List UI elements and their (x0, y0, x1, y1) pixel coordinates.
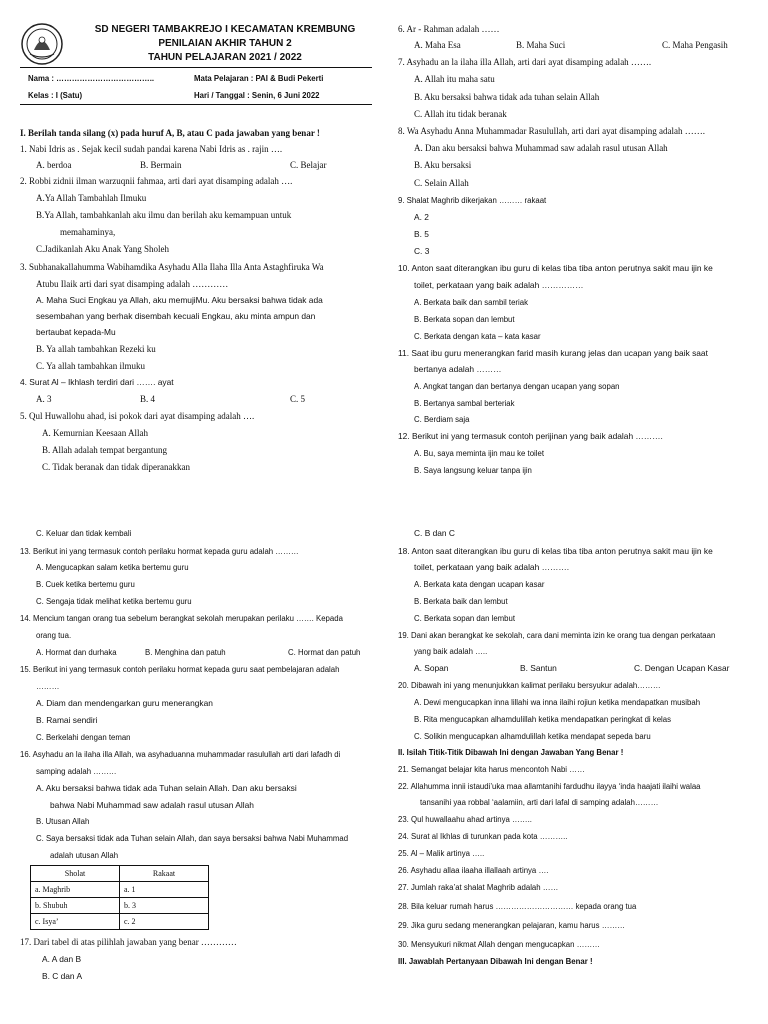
right-bottom-line: B. Rita mengucapkan alhamdulillah ketika mendapatkan peringkat di kelas (414, 715, 672, 724)
left-bottom-line: bahwa Nabi Muhammad saw adalah rasul utusan Allah (50, 800, 254, 810)
right-bottom-line: C. B dan C (414, 528, 455, 538)
right-top-line: A. Berkata baik dan sambil teriak (414, 298, 528, 307)
left-top-line: A. Kemurnian Keesaan Allah (42, 428, 148, 438)
right-top-line: 10. Anton saat diterangkan ibu guru di kelas tiba tiba anton perutnya sakit mau ijin ke (398, 263, 713, 273)
left-top-line: 1. Nabi Idris as . Sejak kecil sudah pandai karena Nabi Idris as . rajin …. (20, 144, 283, 154)
left-bottom-line: 15. Berikut ini yang termasuk contoh perilaku hormat kepada guru saat pembelajaran adalah (20, 665, 340, 674)
left-bottom-line: 17. Dari tabel di atas pilihlah jawaban yang benar ………… (20, 937, 237, 947)
right-bottom-line: 21. Semangat belajar kita harus mencontoh Nabi …… (398, 765, 585, 774)
right-bottom-line: 26. Asyhadu allaa ilaaha illallaah artinya …. (398, 866, 549, 875)
right-top-line: A. 2 (414, 212, 429, 222)
left-top-line: A. 3 (36, 394, 52, 404)
left-bottom-line: A. Diam dan mendengarkan guru menerangkan (36, 698, 213, 708)
left-bottom-line: A. A dan B (42, 954, 82, 964)
right-bottom-line: III. Jawablah Pertanyaan Dibawah Ini dengan Benar ! (398, 957, 593, 966)
left-top-line: C. Tidak beranak dan tidak diperanakkan (42, 462, 190, 472)
exam-title: PENILAIAN AKHIR TAHUN 2 (158, 38, 292, 49)
right-top-line: C. Allah itu tidak beranak (414, 109, 507, 119)
right-top-line: A. Bu, saya meminta ijin mau ke toilet (414, 449, 545, 458)
right-top-line: B. Maha Suci (516, 40, 566, 50)
right-top-line: B. Bertanya sambal berteriak (414, 399, 515, 408)
table-cell: c. Isya’ (31, 914, 120, 930)
date-label: Hari / Tanggal : Senin, 6 Juni 2022 (194, 91, 320, 100)
table-cell: b. 3 (120, 898, 209, 914)
subject-label: Mata Pelajaran : PAI & Budi Pekerti (194, 74, 324, 83)
school-name: SD NEGERI TAMBAKREJO I KECAMATAN KREMBUNG (94, 24, 356, 35)
left-bottom-line: C. Hormat dan patuh (288, 648, 361, 657)
left-top-line: B. Bermain (140, 160, 182, 170)
left-bottom-line: A. Hormat dan durhaka (36, 648, 117, 657)
left-top-line: 3. Subhanakallahumma Wabihamdika Asyhadu Alla Ilaha Illa Anta Astaghfiruka Wa (20, 262, 324, 272)
right-top-line: 7. Asyhadu an la ilaha illa Allah, arti dari ayat disamping adalah ……. (398, 57, 652, 67)
table-cell: c. 2 (120, 914, 209, 930)
right-top-line: 9. Shalat Maghrib dikerjakan ……… rakaat (398, 196, 547, 205)
right-bottom-line: 19. Dani akan berangkat ke sekolah, cara dani meminta izin ke orang tua dengan perkataan (398, 631, 716, 640)
table-row (31, 898, 209, 914)
left-top-line: A. Maha Suci Engkau ya Allah, aku memujiMu. Aku bersaksi bahwa tidak ada (36, 295, 323, 305)
right-bottom-line: 20. Dibawah ini yang menunjukkan kalimat perilaku bersyukur adalah……… (398, 681, 661, 690)
right-bottom-line: 22. Allahumma innii istaudi’uka maa allamtanihi fardudhu ilayya ‘inda haajati ilaihi walaa (398, 782, 701, 791)
right-bottom-line: 23. Qul huwallaahu ahad artinya …….. (398, 815, 532, 824)
left-top-line: A.Ya Allah Tambahlah Ilmuku (36, 193, 147, 203)
left-top-line: C.Jadikanlah Aku Anak Yang Sholeh (36, 244, 170, 254)
right-top-line: toilet, perkataan yang baik adalah …………… (414, 280, 584, 290)
left-bottom-line: samping adalah ……… (36, 767, 117, 776)
right-bottom-line: A. Berkata kata dengan ucapan kasar (414, 580, 545, 589)
left-bottom-line: B. Utusan Allah (36, 817, 90, 826)
left-bottom-line: 13. Berikut ini yang termasuk contoh perilaku hormat kepada guru adalah ……… (20, 547, 299, 556)
left-bottom-line: A. Mengucapkan salam ketika bertemu guru (36, 563, 189, 572)
left-bottom-line: ……… (36, 682, 60, 691)
left-bottom-line: C. Sengaja tidak melihat ketika bertemu guru (36, 597, 192, 606)
right-top-line: C. Berdiam saja (414, 415, 470, 424)
left-top-line: memahaminya, (60, 227, 116, 237)
table-cell: a. Maghrib (31, 882, 120, 898)
school-logo (20, 22, 64, 66)
right-top-line: B. Aku bersaksi bahwa tidak ada tuhan selain Allah (414, 92, 600, 102)
right-bottom-line: A. Sopan (414, 663, 449, 673)
right-top-line: B. Saya langsung keluar tanpa ijin (414, 466, 532, 475)
right-top-line: B. Aku bersaksi (414, 160, 472, 170)
left-top-line: 4. Surat Al – Ikhlash terdiri dari ……. ayat (20, 377, 174, 387)
right-bottom-line: 24. Surat al Ikhlas di turunkan pada kota ……….. (398, 832, 568, 841)
right-bottom-line: 29. Jika guru sedang menerangkan pelajaran, kamu harus ……… (398, 921, 626, 930)
left-bottom-line: B. C dan A (42, 971, 83, 981)
right-top-line: C. 3 (414, 246, 430, 256)
table-row (31, 914, 209, 930)
right-top-line: C. Selain Allah (414, 178, 469, 188)
right-top-line: 8. Wa Asyhadu Anna Muhammadar Rasulullah, arti dari ayat disamping adalah ……. (398, 126, 706, 136)
right-bottom-line: 25. Al – Malik artinya ….. (398, 849, 485, 858)
left-top-line: B. 4 (140, 394, 156, 404)
right-top-line: C. Berkata dengan kata – kata kasar (414, 332, 541, 341)
left-top-line: bertaubat kepada-Mu (36, 327, 116, 337)
left-bottom-line: B. Menghina dan patuh (145, 648, 226, 657)
table-row (31, 882, 209, 898)
left-bottom-line: B. Cuek ketika bertemu guru (36, 580, 135, 589)
right-bottom-line: C. Berkata sopan dan lembut (414, 614, 515, 623)
right-top-line: B. Berkata sopan dan lembut (414, 315, 515, 324)
table-header-sholat: Sholat (31, 866, 120, 882)
left-bottom-line: C. Keluar dan tidak kembali (36, 529, 132, 538)
left-bottom-line: C. Berkelahi dengan teman (36, 733, 131, 742)
right-bottom-line: yang baik adalah ….. (414, 647, 488, 656)
right-top-line: B. 5 (414, 229, 429, 239)
prayer-rakaat-table (30, 865, 209, 930)
right-bottom-line: C. Dengan Ucapan Kasar (634, 663, 730, 673)
right-bottom-line: A. Dewi mengucapkan inna lillahi wa inna ilaihi rojiun ketika mendapatkan musibah (414, 698, 701, 707)
left-bottom-line: adalah utusan Allah (50, 851, 119, 860)
left-top-line: 5. Qul Huwallohu ahad, isi pokok dari ayat disamping adalah …. (20, 411, 255, 421)
right-bottom-line: 28. Bila keluar rumah harus ………………………… kepada orang tua (398, 902, 637, 911)
left-bottom-line: orang tua. (36, 631, 72, 640)
right-bottom-line: 18. Anton saat diterangkan ibu guru di kelas tiba tiba anton perutnya sakit mau ijin ke (398, 546, 713, 556)
left-top-line: sesembahan yang berhak disembah kecuali Engkau, aku minta ampun dan (36, 311, 316, 321)
right-top-line: A. Maha Esa (414, 40, 461, 50)
right-bottom-line: B. Berkata baik dan lembut (414, 597, 508, 606)
right-top-line: bertanya adalah ……… (414, 364, 502, 374)
table-cell: b. Shubuh (31, 898, 120, 914)
left-top-line: B.Ya Allah, tambahkanlah aku ilmu dan berilah aku kemampuan untuk (36, 210, 292, 220)
right-bottom-line: tansanihi yaa robbal ‘aalamiin, arti dari lafal di samping adalah……… (420, 798, 659, 807)
right-bottom-line: 30. Mensyukuri nikmat Allah dengan mengucapkan ……… (398, 940, 600, 949)
left-top-line: C. Ya allah tambahkan ilmuku (36, 361, 145, 371)
left-top-line: 2. Robbi zidnii ilman warzuqnii fahmaa, arti dari ayat disamping adalah …. (20, 176, 293, 186)
right-bottom-line: C. Solikin mengucapkan alhamdulillah ketika mendapat sepeda baru (414, 732, 651, 741)
left-bottom-line: 14. Mencium tangan orang tua sebelum berangkat sekolah merupakan perilaku ……. Kepada (20, 614, 343, 623)
right-top-line: A. Dan aku bersaksi bahwa Muhammad saw adalah rasul utusan Allah (414, 143, 668, 153)
left-top-line: C. Belajar (290, 160, 327, 170)
right-top-line: 11. Saat ibu guru menerangkan farid masih kurang jelas dan ucapan yang baik saat (398, 348, 708, 358)
table-header-rakaat: Rakaat (120, 866, 209, 882)
left-bottom-line: C. Saya bersaksi tidak ada Tuhan selain Allah, dan saya bersaksi bahwa Nabi Muhammad (36, 834, 349, 843)
school-year: TAHUN PELAJARAN 2021 / 2022 (148, 52, 302, 63)
name-field-label: Nama : ……………………………….. (28, 74, 155, 83)
right-top-line: 12. Berikut ini yang termasuk contoh perijinan yang baik adalah ………. (398, 431, 663, 441)
left-bottom-line: B. Ramai sendiri (36, 715, 98, 725)
right-top-line: A. Angkat tangan dan bertanya dengan ucapan yang sopan (414, 382, 620, 391)
right-bottom-line: toilet, perkataan yang baik adalah ………. (414, 562, 570, 572)
right-bottom-line: II. Isilah Titik-Titik Dibawah Ini dengan Jawaban Yang Benar ! (398, 748, 624, 757)
right-bottom-line: B. Santun (520, 663, 557, 673)
left-top-line: A. berdoa (36, 160, 72, 170)
left-top-line: C. 5 (290, 394, 306, 404)
left-top-line: B. Ya allah tambahkan Rezeki ku (36, 344, 156, 354)
right-bottom-line: 27. Jumlah raka’at shalat Maghrib adalah …… (398, 883, 559, 892)
right-top-line: C. Maha Pengasih (662, 40, 728, 50)
left-top-line: B. Allah adalah tempat bergantung (42, 445, 168, 455)
left-top-line: Atubu Ilaik arti dari syat disamping adalah ………… (36, 279, 229, 289)
table-cell: a. 1 (120, 882, 209, 898)
right-top-line: A. Allah itu maha satu (414, 74, 495, 84)
left-bottom-line: 16. Asyhadu an la ilaha illa Allah, wa asyhaduanna muhammadar rasulullah arti dari lafadh di (20, 750, 341, 759)
left-top-line: I. Berilah tanda silang (x) pada huruf A, B, atau C pada jawaban yang benar ! (20, 128, 320, 138)
right-top-line: 6. Ar - Rahman adalah …… (398, 24, 500, 34)
class-label: Kelas : I (Satu) (28, 91, 83, 100)
left-bottom-line: A. Aku bersaksi bahwa tidak ada Tuhan selain Allah. Dan aku bersaksi (36, 783, 297, 793)
